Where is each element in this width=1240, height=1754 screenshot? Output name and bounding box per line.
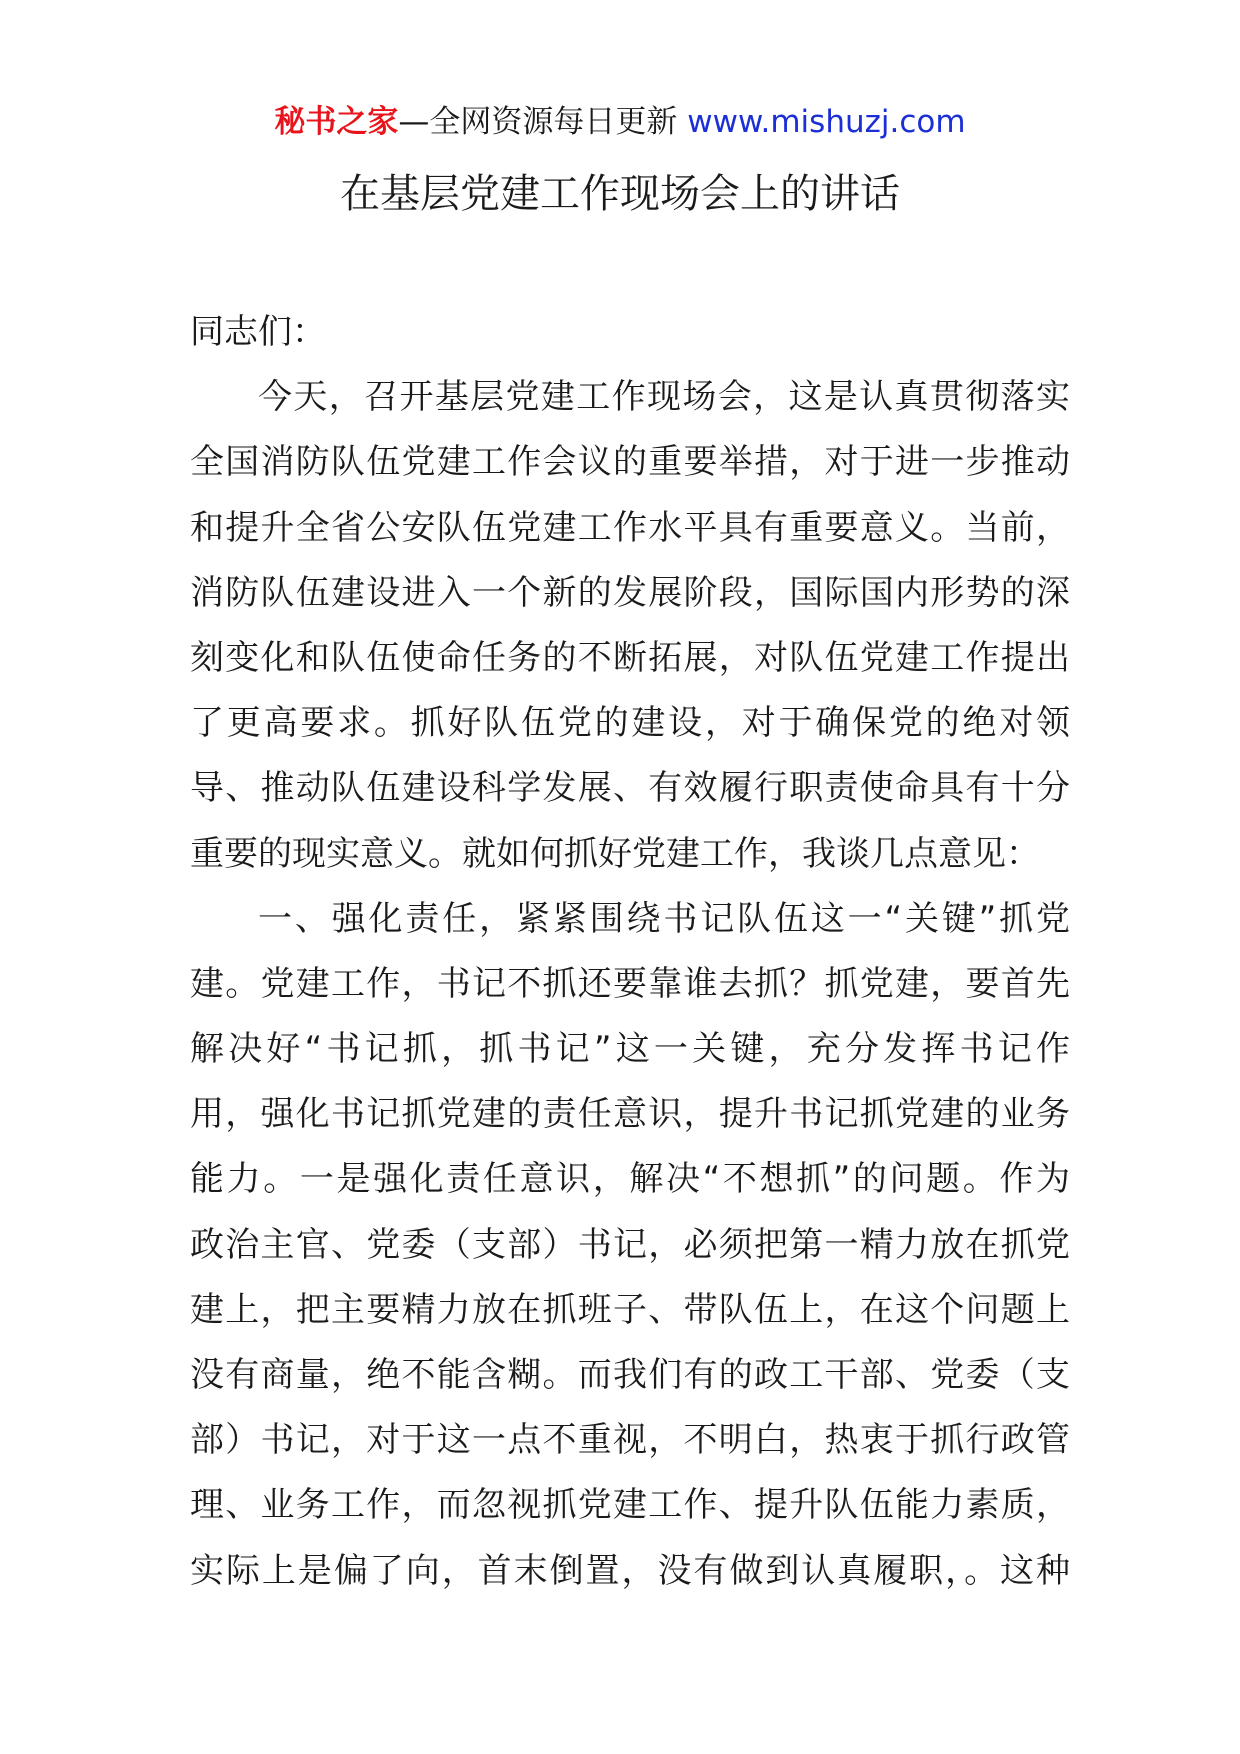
text-line: 能力。一是强化责任意识，解决“不想抓”的问题。作为 — [190, 1159, 1070, 1200]
site-brand: 秘书之家 — [274, 104, 399, 140]
text-line: 今天，召开基层党建工作现场会，这是认真贯彻落实 — [258, 377, 1070, 418]
text-line: 用，强化书记抓党建的责任意识，提升书记抓党建的业务 — [190, 1094, 1070, 1135]
text-line: 重要的现实意义。就如何抓好党建工作，我谈几点意见： — [190, 833, 1040, 874]
text-line: 和提升全省公安队伍党建工作水平具有重要意义。当前， — [190, 507, 1070, 548]
text-line: 导、推动队伍建设科学发展、有效履行职责使命具有十分 — [190, 768, 1070, 809]
document-body — [190, 300, 1070, 1604]
text-line: 实际上是偏了向，首末倒置，没有做到认真履职，。这种 — [190, 1550, 1070, 1591]
text-line: 建上，把主要精力放在抓班子、带队伍上，在这个问题上 — [190, 1289, 1070, 1330]
text-line: 理、业务工作，而忽视抓党建工作、提升队伍能力素质， — [190, 1485, 1070, 1526]
section-heading-line: 一、强化责任，紧紧围绕书记队伍这一“关键”抓党 — [258, 898, 1070, 939]
text-line: 刻变化和队伍使命任务的不断拓展，对队伍党建工作提出 — [190, 637, 1070, 678]
site-url-link[interactable]: www.mishuzj.com — [687, 104, 966, 140]
text-line: 政治主官、党委（支部）书记，必须把第一精力放在抓党 — [190, 1224, 1070, 1265]
document-title: 在基层党建工作现场会上的讲话 — [340, 171, 900, 217]
text-line: 没有商量，绝不能含糊。而我们有的政工干部、党委（支 — [190, 1355, 1070, 1395]
text-line: 消防队伍建设进入一个新的发展阶段，国际国内形势的深 — [190, 572, 1070, 613]
text-line: 部）书记，对于这一点不重视，不明白，热衷于抓行政管 — [190, 1420, 1070, 1461]
site-slogan: —全网资源每日更新 — [398, 104, 688, 140]
salutation: 同志们： — [190, 312, 326, 352]
text-line: 全国消防队伍党建工作会议的重要举措，对于进一步推动 — [190, 442, 1070, 483]
text-line: 建。党建工作，书记不抓还要靠谁去抓？抓党建，要首先 — [190, 963, 1070, 1004]
text-line: 了更高要求。抓好队伍党的建设，对于确保党的绝对领 — [190, 703, 1070, 744]
site-header — [0, 102, 1240, 142]
text-line: 解决好“书记抓，抓书记”这一关键，充分发挥书记作 — [190, 1029, 1070, 1070]
